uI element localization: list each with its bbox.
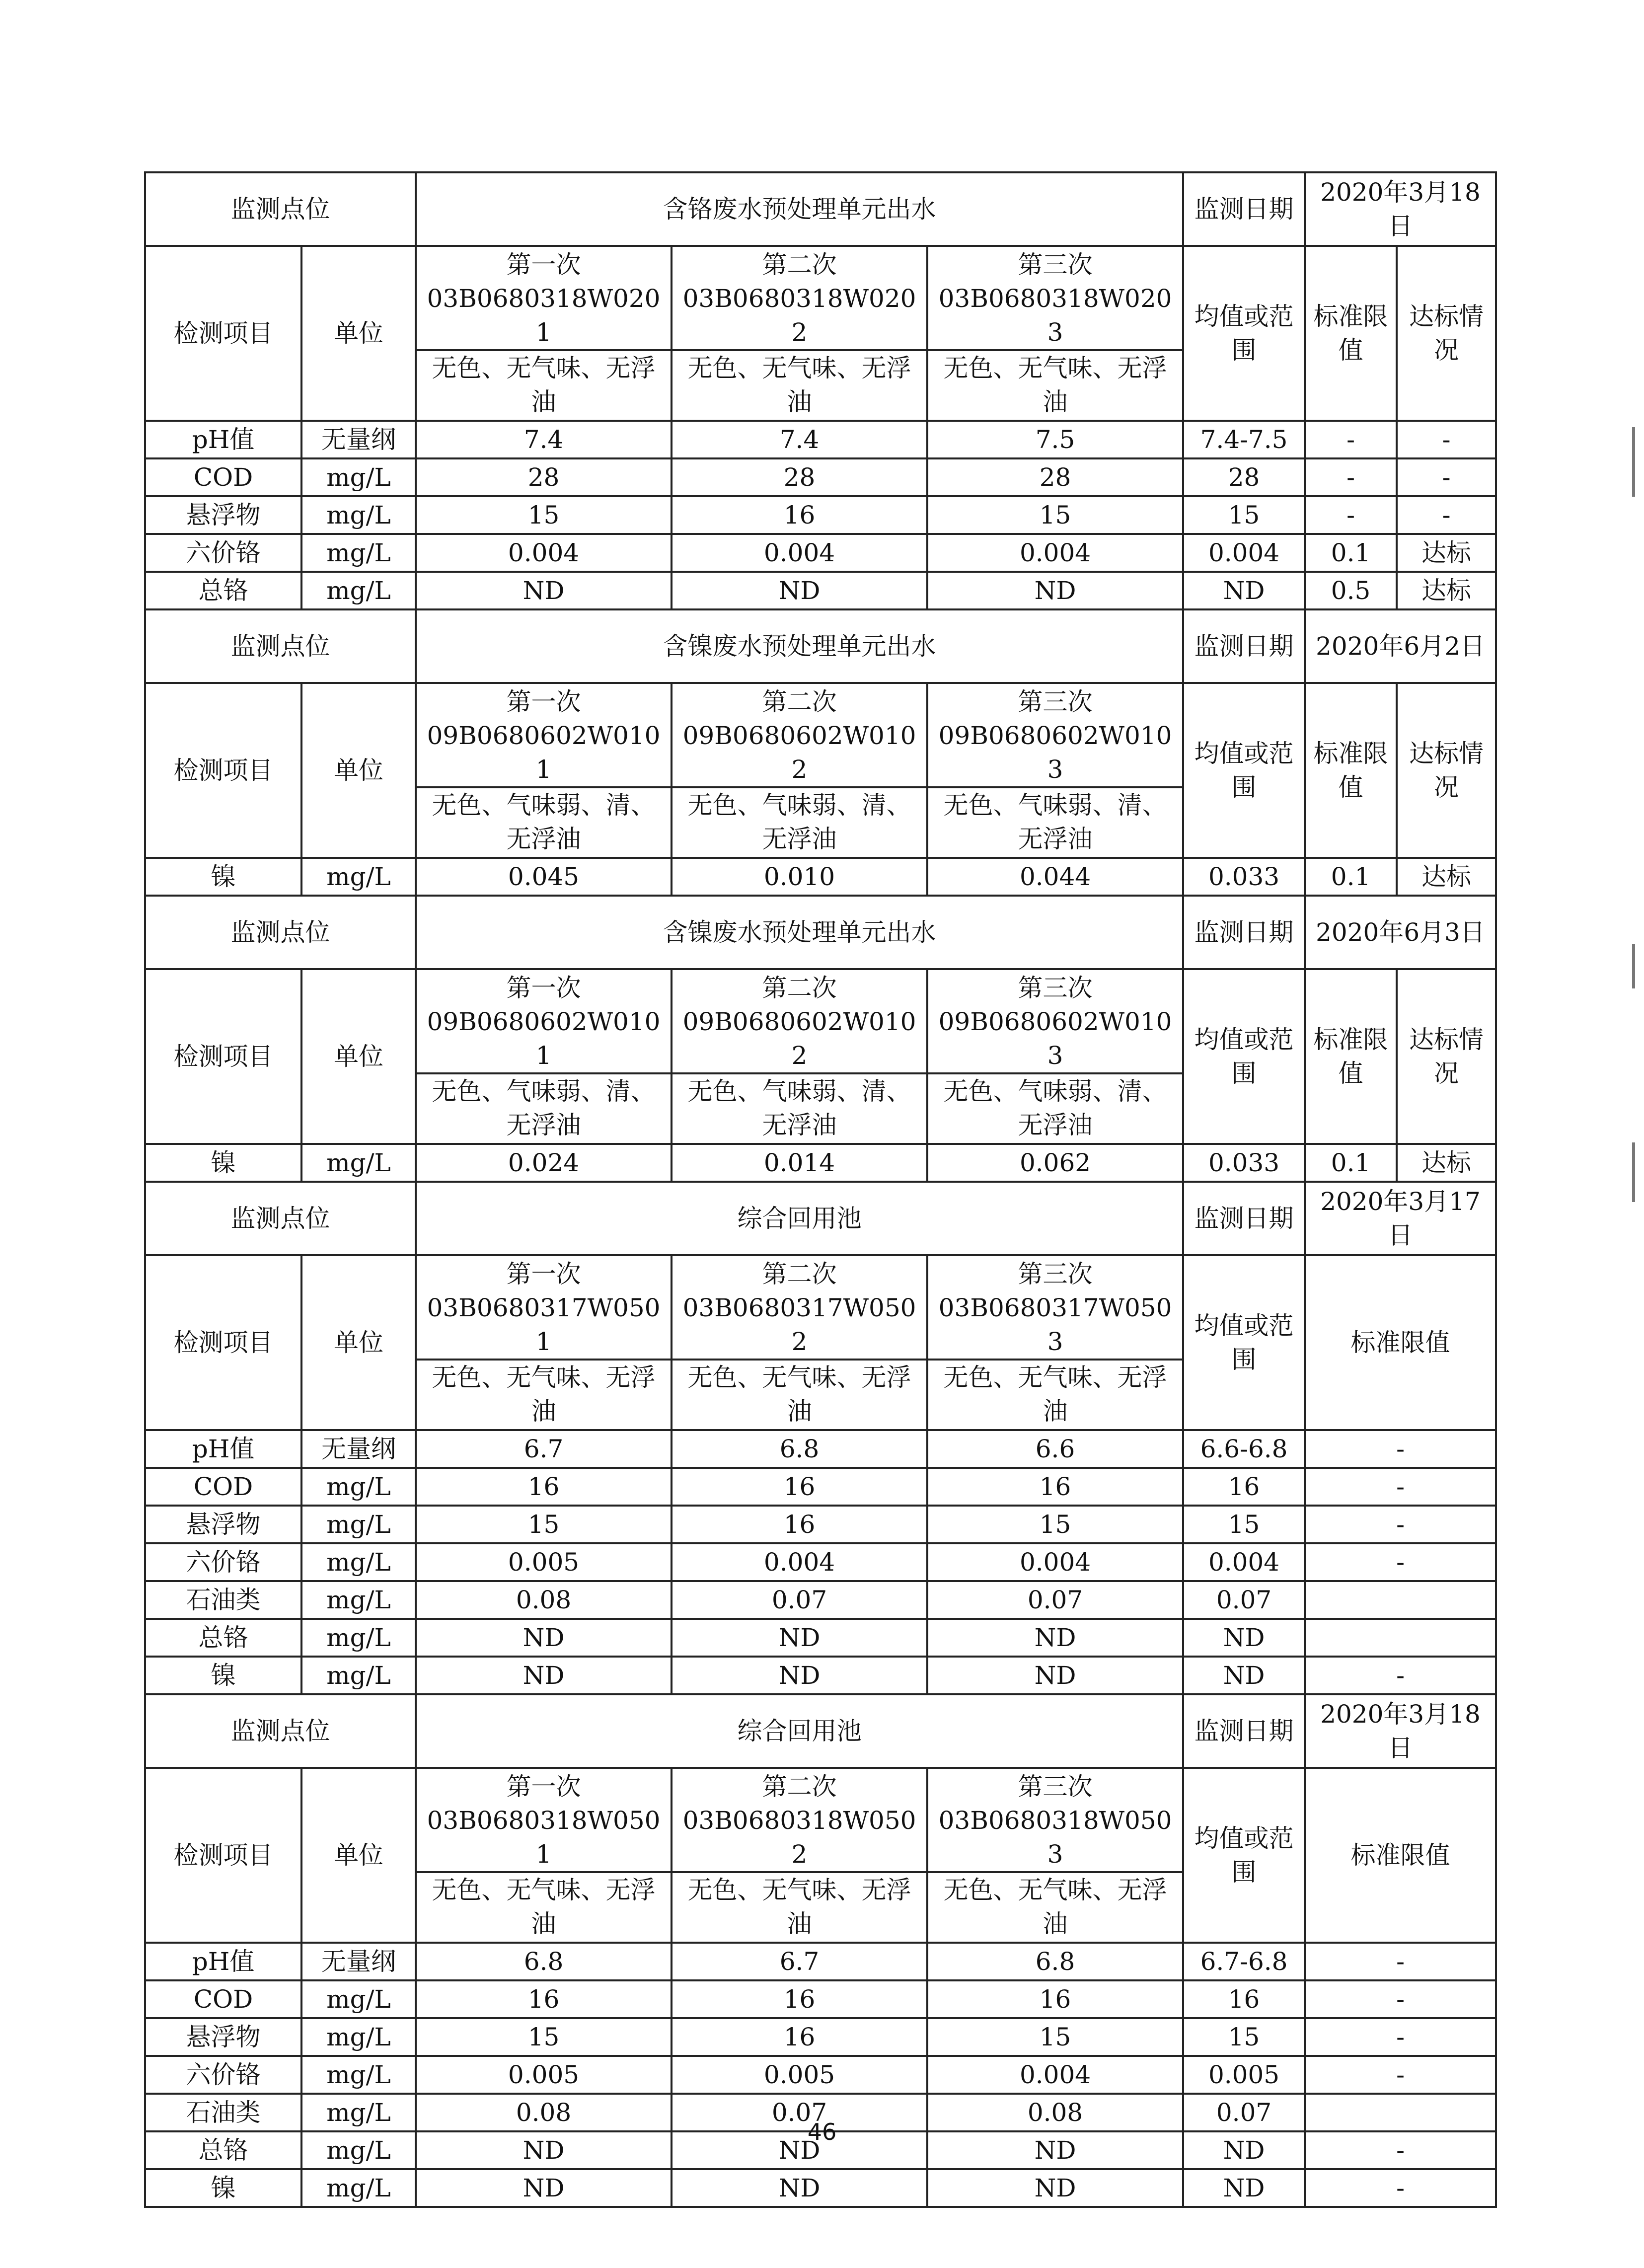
site-label: 监测点位 [145,172,416,246]
sample-round: 第三次 [1018,974,1093,1002]
scan-edge-mark [1632,427,1635,497]
monitoring-table [144,1181,1497,1695]
sample-round: 第一次 [506,1260,581,1288]
value-second: ND [672,2131,927,2169]
sample-header [672,683,927,858]
item-unit: mg/L [301,1506,416,1543]
data-row [145,572,1496,609]
sample-description: 无色、气味弱、清、无浮油 [432,1077,656,1139]
sample-round: 第二次 [762,250,837,279]
monitoring-date: 2020年3月17日 [1305,1182,1496,1255]
value-second: 0.004 [672,534,927,572]
item-unit: mg/L [301,1581,416,1619]
value-first: 0.08 [416,2094,672,2131]
value-third: 16 [927,1980,1183,2018]
sample-header [416,683,672,858]
data-row [145,1144,1496,1182]
site-location: 综合回用池 [416,1694,1183,1768]
item-name: 镍 [145,1657,301,1694]
monitoring-table [144,171,1497,610]
item-unit: mg/L [301,2169,416,2207]
value-third: ND [927,2131,1183,2169]
sample-code: 03B0680318W0201 [417,282,671,351]
data-row [145,1943,1496,1980]
site-header-row [145,1694,1496,1768]
value-second: 0.07 [672,2094,927,2131]
sample-code: 03B0680317W0503 [928,1291,1182,1361]
compliance-status: 达标 [1397,858,1496,896]
site-location: 含镍废水预处理单元出水 [416,896,1183,969]
item-header: 检测项目 [145,246,301,421]
data-row [145,496,1496,534]
data-row [145,421,1496,458]
mean-value: ND [1183,2131,1305,2169]
value-third: 15 [927,2018,1183,2056]
monitoring-results-document [144,171,1495,2208]
item-name: 悬浮物 [145,496,301,534]
limit-header: 标准限值 [1305,683,1397,858]
data-row [145,1430,1496,1468]
mean-value: 0.004 [1183,534,1305,572]
item-name: 总铬 [145,1619,301,1657]
limit-value [1305,1581,1496,1619]
mean-value: 0.004 [1183,1543,1305,1581]
limit-header: 标准限值 [1305,969,1397,1144]
mean-header: 均值或范围 [1183,246,1305,421]
sample-round: 第三次 [1018,1260,1093,1288]
value-first: 0.045 [416,858,672,896]
mean-value: ND [1183,572,1305,609]
value-third: 0.044 [927,858,1183,896]
sample-description: 无色、无气味、无浮油 [432,1363,656,1426]
item-unit: mg/L [301,1657,416,1694]
date-label: 监测日期 [1183,172,1305,246]
value-second: 7.4 [672,421,927,458]
value-second: ND [672,2169,927,2207]
value-second: 16 [672,496,927,534]
value-third: 28 [927,458,1183,496]
mean-value: 6.7-6.8 [1183,1943,1305,1980]
compliance-status: 达标 [1397,534,1496,572]
compliance-status: 达标 [1397,1144,1496,1182]
compliance-status: 达标 [1397,572,1496,609]
data-row [145,858,1496,896]
item-unit: mg/L [301,1543,416,1581]
value-third: 0.004 [927,2056,1183,2094]
value-first: 6.7 [416,1430,672,1468]
item-name: COD [145,1980,301,2018]
sample-header [672,1768,927,1943]
value-third: 6.6 [927,1430,1183,1468]
page-number: 46 [807,2118,837,2145]
sample-description: 无色、无气味、无浮油 [687,354,911,416]
site-header-row [145,896,1496,969]
value-first: 6.8 [416,1943,672,1980]
sample-code: 09B0680602W0102 [673,1005,926,1074]
sample-round: 第一次 [506,687,581,716]
sample-code: 09B0680602W0101 [417,1005,671,1074]
site-label: 监测点位 [145,609,416,683]
mean-value: 0.07 [1183,2094,1305,2131]
value-second: 16 [672,1468,927,1506]
sample-code: 03B0680318W0202 [673,282,926,351]
value-third: 15 [927,1506,1183,1543]
compliance-status: - [1397,458,1496,496]
value-first: 16 [416,1980,672,2018]
limit-header: 标准限值 [1305,1255,1496,1430]
site-label: 监测点位 [145,896,416,969]
sample-round: 第一次 [506,1772,581,1801]
column-header-row [145,969,1496,1144]
item-unit: mg/L [301,572,416,609]
sample-round: 第二次 [762,974,837,1002]
sample-code: 03B0680317W0502 [673,1291,926,1361]
item-unit: mg/L [301,2131,416,2169]
column-header-row [145,1255,1496,1430]
data-row [145,1657,1496,1694]
monitoring-table [144,608,1497,897]
item-unit: mg/L [301,1980,416,2018]
item-header: 检测项目 [145,683,301,858]
sample-description: 无色、气味弱、清、无浮油 [687,1077,911,1139]
date-label: 监测日期 [1183,1694,1305,1768]
sample-code: 09B0680602W0103 [928,1005,1182,1074]
item-name: 悬浮物 [145,2018,301,2056]
value-first: 0.005 [416,2056,672,2094]
date-label: 监测日期 [1183,896,1305,969]
limit-value: - [1305,421,1397,458]
mean-value: ND [1183,1619,1305,1657]
value-second: 6.8 [672,1430,927,1468]
data-row [145,1468,1496,1506]
mean-value: 0.07 [1183,1581,1305,1619]
mean-value: 0.005 [1183,2056,1305,2094]
sample-round: 第三次 [1018,250,1093,279]
limit-header: 标准限值 [1305,246,1397,421]
value-third: 0.004 [927,534,1183,572]
mean-value: 0.033 [1183,1144,1305,1182]
item-name: 悬浮物 [145,1506,301,1543]
site-header-row [145,609,1496,683]
item-name: pH值 [145,1430,301,1468]
value-second: ND [672,1619,927,1657]
value-third: 7.5 [927,421,1183,458]
item-name: 石油类 [145,1581,301,1619]
value-second: 0.014 [672,1144,927,1182]
item-header: 检测项目 [145,1768,301,1943]
value-first: 0.08 [416,1581,672,1619]
mean-value: 15 [1183,1506,1305,1543]
item-name: 六价铬 [145,2056,301,2094]
value-first: 28 [416,458,672,496]
mean-value: 16 [1183,1468,1305,1506]
data-row [145,1506,1496,1543]
sample-header [927,683,1183,858]
mean-value: 15 [1183,2018,1305,2056]
unit-header: 单位 [301,1255,416,1430]
site-label: 监测点位 [145,1694,416,1768]
item-unit: mg/L [301,1144,416,1182]
limit-value: - [1305,1506,1496,1543]
value-second: ND [672,572,927,609]
sample-code: 09B0680602W0102 [673,719,926,788]
scan-edge-mark [1632,944,1635,988]
site-header-row [145,1182,1496,1255]
sample-header [416,1255,672,1430]
limit-value: - [1305,1980,1496,2018]
item-name: 镍 [145,1144,301,1182]
data-row [145,1980,1496,2018]
mean-value: 16 [1183,1980,1305,2018]
mean-value: 15 [1183,496,1305,534]
data-row [145,1619,1496,1657]
value-first: 16 [416,1468,672,1506]
column-header-row [145,1768,1496,1943]
scan-edge-mark [1632,1142,1635,1202]
value-first: 15 [416,1506,672,1543]
item-unit: 无量纲 [301,1430,416,1468]
item-unit: 无量纲 [301,1943,416,1980]
value-third: 0.08 [927,2094,1183,2131]
item-unit: mg/L [301,858,416,896]
value-first: ND [416,1619,672,1657]
sample-header [416,246,672,421]
sample-description: 无色、气味弱、清、无浮油 [943,1077,1167,1139]
sample-header [927,1255,1183,1430]
sample-code: 09B0680602W0101 [417,719,671,788]
value-third: ND [927,1657,1183,1694]
limit-value: - [1305,2056,1496,2094]
value-third: 0.004 [927,1543,1183,1581]
sample-description: 无色、气味弱、清、无浮油 [432,791,656,853]
sample-code: 03B0680318W0501 [417,1804,671,1873]
compliance-header: 达标情况 [1397,969,1496,1144]
limit-value: - [1305,1430,1496,1468]
limit-value: 0.1 [1305,858,1397,896]
date-label: 监测日期 [1183,609,1305,683]
sample-description: 无色、无气味、无浮油 [943,354,1167,416]
limit-value: - [1305,1657,1496,1694]
sample-round: 第三次 [1018,1772,1093,1801]
value-first: ND [416,572,672,609]
monitoring-date: 2020年3月18日 [1305,1694,1496,1768]
value-second: ND [672,1657,927,1694]
item-name: 镍 [145,858,301,896]
monitoring-date: 2020年6月2日 [1305,609,1496,683]
value-second: 6.7 [672,1943,927,1980]
value-first: ND [416,1657,672,1694]
item-unit: mg/L [301,2018,416,2056]
mean-value: 0.033 [1183,858,1305,896]
unit-header: 单位 [301,246,416,421]
item-name: pH值 [145,1943,301,1980]
sample-description: 无色、气味弱、清、无浮油 [687,791,911,853]
mean-header: 均值或范围 [1183,969,1305,1144]
column-header-row [145,246,1496,421]
value-second: 28 [672,458,927,496]
site-location: 综合回用池 [416,1182,1183,1255]
sample-description: 无色、无气味、无浮油 [687,1876,911,1938]
data-row [145,2169,1496,2207]
item-unit: mg/L [301,1468,416,1506]
monitoring-table [144,895,1497,1183]
unit-header: 单位 [301,683,416,858]
monitoring-date: 2020年3月18日 [1305,172,1496,246]
unit-header: 单位 [301,1768,416,1943]
item-unit: mg/L [301,2056,416,2094]
sample-header [927,1768,1183,1943]
sample-description: 无色、无气味、无浮油 [943,1363,1167,1426]
sample-code: 03B0680318W0502 [673,1804,926,1873]
compliance-header: 达标情况 [1397,683,1496,858]
mean-header: 均值或范围 [1183,1255,1305,1430]
sample-round: 第二次 [762,1260,837,1288]
value-first: ND [416,2169,672,2207]
value-first: 0.005 [416,1543,672,1581]
sample-description: 无色、无气味、无浮油 [432,354,656,416]
sample-round: 第一次 [506,974,581,1002]
item-unit: mg/L [301,1619,416,1657]
compliance-header: 达标情况 [1397,246,1496,421]
site-location: 含铬废水预处理单元出水 [416,172,1183,246]
sample-round: 第一次 [506,250,581,279]
limit-header: 标准限值 [1305,1768,1496,1943]
limit-value: 0.1 [1305,534,1397,572]
sample-header [416,969,672,1144]
monitoring-date: 2020年6月3日 [1305,896,1496,969]
sample-round: 第二次 [762,687,837,716]
date-label: 监测日期 [1183,1182,1305,1255]
sample-round: 第二次 [762,1772,837,1801]
site-header-row [145,172,1496,246]
data-row [145,1581,1496,1619]
item-unit: mg/L [301,496,416,534]
item-name: COD [145,458,301,496]
value-third: 16 [927,1468,1183,1506]
data-row [145,534,1496,572]
sample-header [927,969,1183,1144]
limit-value [1305,1619,1496,1657]
item-name: pH值 [145,421,301,458]
sample-header [416,1768,672,1943]
value-third: ND [927,1619,1183,1657]
sample-header [672,246,927,421]
item-unit: mg/L [301,534,416,572]
item-unit: mg/L [301,2094,416,2131]
limit-value: 0.1 [1305,1144,1397,1182]
item-name: COD [145,1468,301,1506]
mean-value: 28 [1183,458,1305,496]
value-third: 6.8 [927,1943,1183,1980]
value-second: 0.005 [672,2056,927,2094]
mean-value: ND [1183,2169,1305,2207]
sample-code: 09B0680602W0103 [928,719,1182,788]
data-row [145,2018,1496,2056]
item-header: 检测项目 [145,969,301,1144]
data-row [145,458,1496,496]
value-third: ND [927,572,1183,609]
sample-round: 第三次 [1018,687,1093,716]
sample-description: 无色、无气味、无浮油 [687,1363,911,1426]
item-unit: mg/L [301,458,416,496]
sample-description: 无色、无气味、无浮油 [943,1876,1167,1938]
sample-code: 03B0680318W0203 [928,282,1182,351]
site-label: 监测点位 [145,1182,416,1255]
limit-value: - [1305,2169,1496,2207]
value-second: 0.010 [672,858,927,896]
value-first: 15 [416,2018,672,2056]
limit-value: - [1305,496,1397,534]
limit-value: - [1305,1943,1496,1980]
mean-value: 7.4-7.5 [1183,421,1305,458]
value-first: 7.4 [416,421,672,458]
unit-header: 单位 [301,969,416,1144]
value-second: 0.004 [672,1543,927,1581]
limit-value: - [1305,2131,1496,2169]
limit-value: - [1305,1543,1496,1581]
item-name: 石油类 [145,2094,301,2131]
value-third: 0.07 [927,1581,1183,1619]
data-row [145,2056,1496,2094]
limit-value: - [1305,2018,1496,2056]
sample-header [672,969,927,1144]
limit-value: 0.5 [1305,572,1397,609]
item-name: 镍 [145,2169,301,2207]
value-third: 0.062 [927,1144,1183,1182]
data-row [145,1543,1496,1581]
value-second: 16 [672,1506,927,1543]
value-first: 0.024 [416,1144,672,1182]
value-first: 0.004 [416,534,672,572]
mean-header: 均值或范围 [1183,1768,1305,1943]
item-name: 六价铬 [145,1543,301,1581]
value-first: ND [416,2131,672,2169]
sample-header [927,246,1183,421]
compliance-status: - [1397,496,1496,534]
value-second: 16 [672,2018,927,2056]
value-first: 15 [416,496,672,534]
column-header-row [145,683,1496,858]
mean-header: 均值或范围 [1183,683,1305,858]
compliance-status: - [1397,421,1496,458]
sample-header [672,1255,927,1430]
sample-description: 无色、气味弱、清、无浮油 [943,791,1167,853]
mean-value: ND [1183,1657,1305,1694]
value-second: 16 [672,1980,927,2018]
item-name: 总铬 [145,572,301,609]
item-name: 六价铬 [145,534,301,572]
item-name: 总铬 [145,2131,301,2169]
sample-description: 无色、无气味、无浮油 [432,1876,656,1938]
sample-code: 03B0680317W0501 [417,1291,671,1361]
item-header: 检测项目 [145,1255,301,1430]
limit-value: - [1305,458,1397,496]
limit-value: - [1305,1468,1496,1506]
value-third: ND [927,2169,1183,2207]
sample-code: 03B0680318W0503 [928,1804,1182,1873]
value-second: 0.07 [672,1581,927,1619]
item-unit: 无量纲 [301,421,416,458]
value-third: 15 [927,496,1183,534]
site-location: 含镍废水预处理单元出水 [416,609,1183,683]
mean-value: 6.6-6.8 [1183,1430,1305,1468]
